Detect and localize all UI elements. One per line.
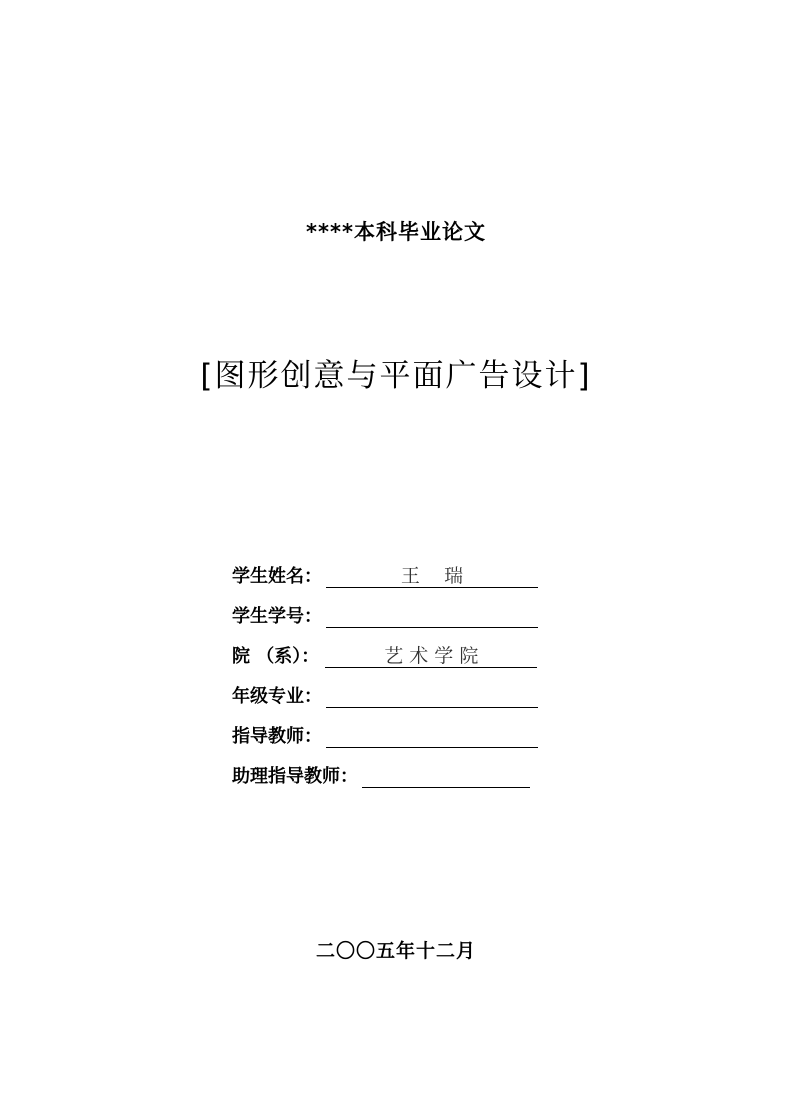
field-underline xyxy=(326,723,538,748)
field-label: 年级专业： xyxy=(232,686,322,707)
field-underline xyxy=(326,683,538,708)
thesis-title: [图形创意与平面广告设计] xyxy=(200,358,592,394)
department-value: 艺 术 学 院 xyxy=(384,645,479,667)
field-underline xyxy=(326,563,538,588)
field-label: 助理指导教师： xyxy=(232,766,358,787)
field-major xyxy=(232,682,538,708)
field-label: 院 （系）： xyxy=(232,646,320,667)
field-label: 学生姓名： xyxy=(232,566,322,587)
thesis-date: 二〇〇五年十二月 xyxy=(315,940,476,962)
field-label: 指导教师： xyxy=(232,726,322,747)
field-label: 学生学号： xyxy=(232,606,322,627)
field-advisor xyxy=(232,722,538,748)
field-student-name xyxy=(232,562,538,588)
field-underline xyxy=(362,763,530,788)
thesis-header: ****本科毕业论文 xyxy=(306,220,486,244)
field-assistant-advisor xyxy=(232,762,530,788)
field-student-id xyxy=(232,602,538,628)
field-underline xyxy=(325,643,537,668)
student-name-value: 王 瑞 xyxy=(400,565,464,587)
field-underline xyxy=(326,603,538,628)
field-department xyxy=(232,642,537,668)
